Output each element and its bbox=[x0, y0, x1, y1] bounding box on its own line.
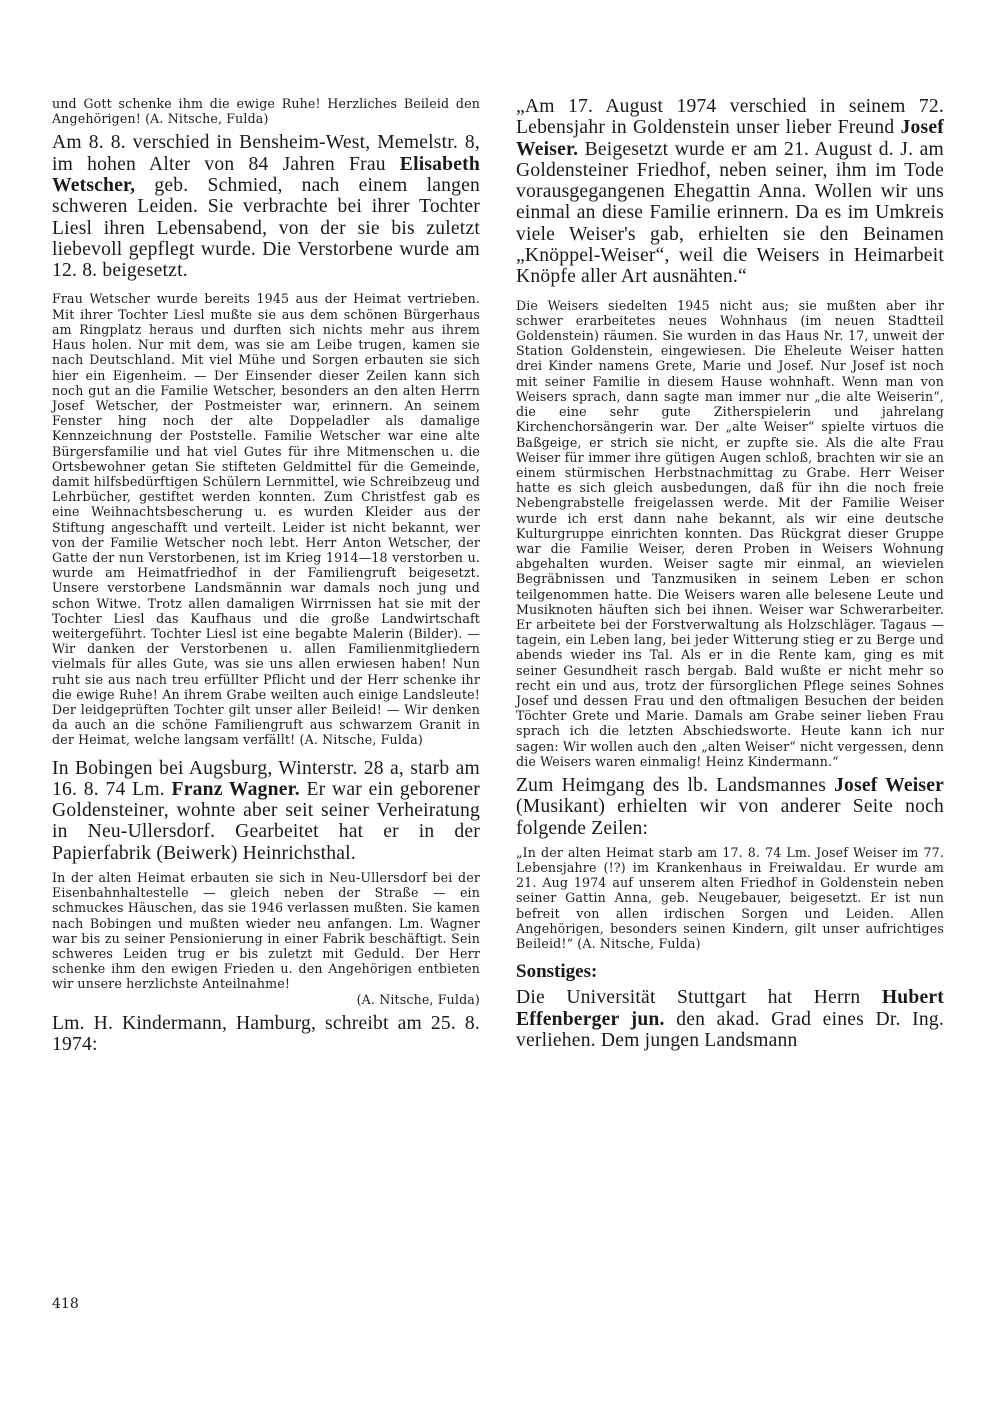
deceased-name: Josef Weiser. bbox=[516, 117, 944, 160]
obituary-wetscher bbox=[52, 132, 480, 281]
deceased-name: Josef Weiser bbox=[834, 774, 944, 796]
paragraph-effenberger bbox=[516, 987, 944, 1051]
text: In der alten Heimat erbauten sie sich in Neu-Ullersdorf bei der Eisenbahnhaltestelle — gleich neben der Straße — ein schmuckes Häuschen, das sie 1946 verlassen mußten. Sie kamen nach Bobingen und mußten wieder neu anfangen. Lm. Wagner war bis zu seiner Pensionierung in einer Fabrik beschäftigt. Sein schweres Leiden trug er bis zuletzt mit Geduld. Der Herr schenke ihm den ewigen Frieden u. den Angehörigen entbieten wir unsere herzlichste Anteilnahme! bbox=[52, 870, 480, 992]
text: Beigesetzt wurde er am 21. August d. J. am Goldensteiner Friedhof, neben seiner, ihm im Tode vorausgegangenen Ehegattin Anna. Wollen wir uns einmal an diese Familie erinnern. Da es im Umkreis viele Weiser's gab, erhielten sie den Beinamen „Knöppel-Weiser“, weil die Weisers in Heimarbeit Knöpfe aller Art ausnähten.“ bbox=[516, 138, 944, 288]
deceased-name: Elisabeth Wetscher, bbox=[52, 153, 480, 196]
text: Zum Heimgang des lb. Landsmannes bbox=[516, 774, 835, 796]
paragraph-wagner-story bbox=[52, 870, 480, 1007]
text: In Bobingen bei Augsburg, Winterstr. 28 a, starb am 16. 8. 74 Lm. bbox=[52, 757, 480, 800]
paragraph-weiser-nitsche: „In der alten Heimat starb am 17. 8. 74 Lm. Josef Weiser im 77. Lebensjahre (!?) im Krankenhaus in Freiwaldau. Er wurde am 21. Aug 1974 auf unserem alten Friedhof in Goldenstein neben seiner Gattin Anna, geb. Neugebauer, beigesetzt. Er ist nun befreit von allen irdischen Sorgen und Leiden. Allen Angehörigen, besonders seinen Kindern, gilt unser aufrichtiges Beileid!“ (A. Nitsche, Fulda) bbox=[516, 844, 944, 952]
honoree-name: Hubert Effenberger jun. bbox=[516, 987, 944, 1030]
deceased-name: Franz Wagner. bbox=[171, 778, 300, 800]
kindermann-intro: Lm. H. Kindermann, Hamburg, schreibt am 25. 8. 1974: bbox=[52, 1012, 480, 1056]
paragraph-wetscher-story: Frau Wetscher wurde bereits 1945 aus der Heimat vertrieben. Mit ihrer Tochter Liesl mußte sie aus dem schönen Bürgerhaus am Ringplatz heraus und durften sich nichts mehr aus ihrem Haus holen. Nur mit dem, was sie am Leibe trugen, kamen sie nach Deutschland. Mit viel Mühe und Sorgen erbauten sie sich hier ein Eigenheim. — Der Einsender dieser Zeilen kann sich noch gut an die Familie Wetscher, besonders an den alten Herrn Josef Wetscher, der Postmeister war, erinnern. An seinem Fenster hing noch der alte Doppeladler als damalige Kennzeichnung der Poststelle. Familie Wetscher war eine alte Bürgersfamilie und hat viel Gutes für ihre Mitmenschen u. die Ortsbewohner getan Sie stifteten Geldmittel für die Gemeinde, damit hilfsbedürftigen Schülern Lernmittel, wie Schreibzeug und Lehrbücher, gestiftet werden konnten. Zum Christfest gab es eine Weihnachtsbescherung u. es wurden Kleider aus der Stiftung angeschafft und verteilt. Leider ist nicht bekannt, wer von der Familie Wetscher noch lebt. Herr Anton Wetscher, der Gatte der nun Verstorbenen, ist im Krieg 1914—18 verstorben u. wurde am Heimatfriedhof in der Familiengruft beigesetzt. Unsere verstorbene Landsmännin war damals noch jung und schon Witwe. Trotz allen damaligen Wirrnissen hat sie mit der Tochter Liesl das Kaufhaus und die große Landwirtschaft weitergeführt. Tochter Liesl ist eine begabte Malerin (Bilder). — Wir danken der Verstorbenen u. allen Familienmitgliedern vielmals für alles Gute, was sie uns allen erwiesen haben! Nun ruht sie aus nach treu erfüllter Pflicht und der Herr schenke ihr die ewige Ruhe! An ihrem Grabe weilten auch einige Landsleute! Der leidgeprüften Tochter gilt unser aller Beileid! — Wir denken da auch an die schöne Familiengruft aus schwarzem Granit in der Heimat, welche langsam verfällt! (A. Nitsche, Fulda) bbox=[52, 291, 480, 748]
left-column bbox=[52, 96, 480, 1055]
right-column bbox=[516, 96, 944, 1051]
text: „Am 17. August 1974 verschied in seinem 72. Lebensjahr in Goldenstein unser lieber Freund bbox=[516, 96, 944, 139]
quote-weiser-obituary bbox=[516, 96, 944, 288]
text: Er war ein geborener Goldensteiner, wohnte aber seit seiner Verheiratung in Neu-Ullersdorf. Gearbeitet hat er in der Papierfabrik (Beiwerk) Heinrichsthal. bbox=[52, 778, 480, 864]
paragraph-closing-condolence: und Gott schenke ihm die ewige Ruhe! Herzliches Beileid den Angehörigen! (A. Nitsche, Fulda) bbox=[52, 96, 480, 127]
signature: (A. Nitsche, Fulda) bbox=[356, 991, 480, 1007]
section-heading-sonstiges: Sonstiges: bbox=[516, 961, 598, 983]
paragraph-weiser-story: Die Weisers siedelten 1945 nicht aus; sie mußten aber ihr schwer erarbeitetes neues Wohnhaus (im neuen Stadtteil Goldenstein) räumen. Sie wurden in das Haus Nr. 17, unweit der Station Goldenstein, eingewiesen. Die Eheleute Weiser hatten drei Kinder namens Grete, Marie und Josef. Nur Josef ist noch mit seiner Familie in diesem Hause wohnhaft. Wenn man von Weisers sprach, dann sagte man immer nur „die alte Weiserin“, die eine sehr gute Zitherspielerin und jahrelang Kirchenchorsängerin war. Der „alte Weiser“ spielte virtuos die Baßgeige, er strich sie nicht, er zupfte sie. Als die alte Frau Weiser für immer ihre gütigen Augen schloß, brachten wir sie an einem stürmischen Herbstnachmittag zu Grabe. Herr Weiser hatte es sich gleich ausbedungen, daß für ihn die noch freie Nebengrabstelle freigelassen werde. Mit der Familie Weiser wurde ich erst dann nahe bekannt, als wir eine deutsche Kulturgruppe einrichten konnten. Das Rückgrat dieser Gruppe war die Familie Weiser, deren Proben in Weisers Wohnung abgehalten wurden. Weiser sagte mir einmal, an wievielen Begräbnissen und Tanzmusiken in seinem Leben er schon teilgenommen hatte. Die Weisers waren alle belesene Leute und Musiknoten häuften sich bei ihnen. Weiser war Schwerarbeiter. Er arbeitete bei der Forstverwaltung als Holzschläger. Tagaus — tagein, ein Leben lang, bei jeder Witterung stieg er zu Berge und abends wieder ins Tal. Als er in die Rente kam, ging es mit seiner Gesundheit rasch bergab. Bald wußte er nicht mehr so recht ein und aus, trotz der fürsorglichen Pflege seines Sohnes Josef und dessen Frau und den oftmaligen Besuchen der beiden Töchter Grete und Marie. Damals am Grabe seiner lieben Frau sprach ich die letzten Abschiedsworte. Heute kann ich nur sagen: Wir wollen auch den „alten Weiser“ nicht vergessen, denn die Weisers waren einmalig! Heinz Kindermann.“ bbox=[516, 297, 944, 769]
text: (Musikant) erhielten wir von anderer Seite noch folgende Zeilen: bbox=[516, 796, 944, 839]
text: Die Universität Stuttgart hat Herrn bbox=[516, 987, 882, 1009]
obituary-wagner bbox=[52, 758, 480, 864]
text: Am 8. 8. verschied in Bensheim-West, Memelstr. 8, im hohen Alter von 84 Jahren Frau bbox=[52, 132, 480, 175]
page-number: 418 bbox=[52, 1296, 79, 1312]
text: den akad. Grad eines Dr. Ing. verliehen. Dem jungen Landsmann bbox=[516, 1008, 944, 1051]
weiser-other-source-intro bbox=[516, 775, 944, 839]
text: geb. Schmied, nach einem langen schweren Leiden. Sie verbrachte bei ihrer Tochter Liesl ihren Lebensabend, von der sie bis zuletzt liebevoll gepflegt wurde. Die Verstorbene wurde am 12. 8. beigesetzt. bbox=[52, 175, 480, 282]
